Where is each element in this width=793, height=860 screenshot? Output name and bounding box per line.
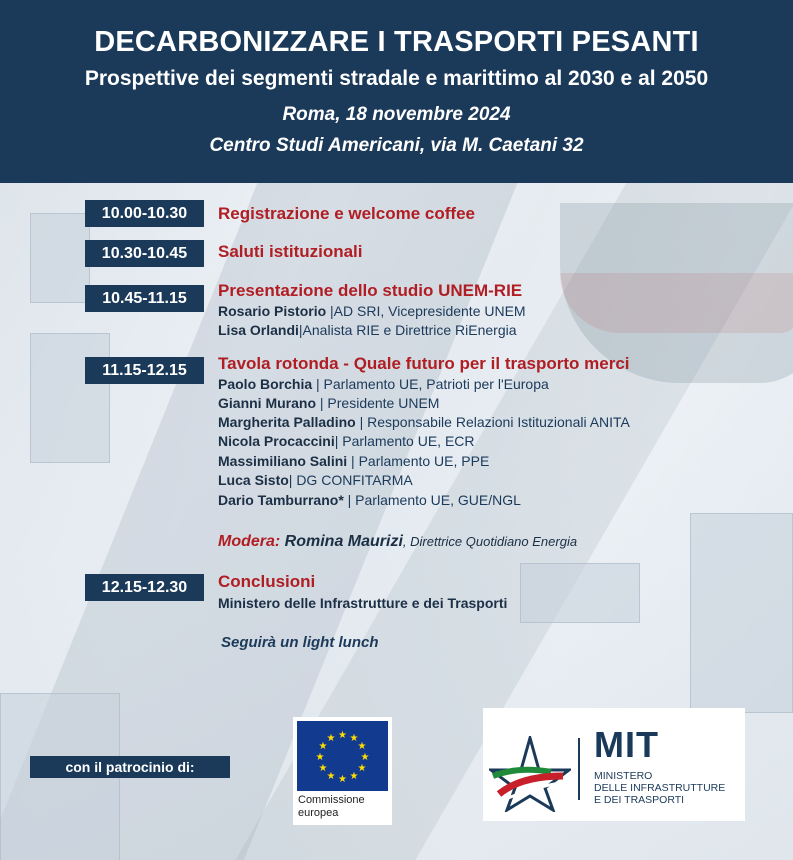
svg-text:★: ★ — [318, 741, 328, 752]
speaker-role: | Presidente UNEM — [316, 395, 440, 411]
european-commission-logo — [293, 717, 392, 825]
mit-star-icon — [489, 736, 571, 812]
svg-text:★: ★ — [349, 771, 359, 782]
speaker-role: | Parlamento UE, ECR — [334, 433, 475, 449]
speaker-line — [218, 453, 489, 469]
speaker-name: Luca Sisto — [218, 472, 289, 488]
time-slot-5: 12.15-12.30 — [85, 574, 204, 601]
agenda-item-title: Presentazione dello studio UNEM-RIE — [218, 281, 523, 300]
mit-name-line: DELLE INFRASTRUTTURE — [594, 782, 726, 794]
truck-graphic — [520, 563, 640, 623]
mit-separator — [578, 738, 580, 800]
agenda-item-title: Conclusioni — [218, 572, 316, 591]
speaker-line — [218, 376, 549, 392]
ec-logo-text-line: Commissione — [298, 794, 365, 806]
mit-acronym: MIT — [594, 724, 659, 765]
svg-text:★: ★ — [315, 752, 325, 763]
agenda-item-title: Registrazione e welcome coffee — [218, 204, 475, 223]
svg-text:★: ★ — [326, 733, 336, 744]
ec-logo-text — [298, 794, 365, 820]
speaker-role: | Responsabile Relazioni Istituzionali ANITA — [355, 414, 630, 430]
moderator-name: Romina Maurizi — [280, 533, 403, 550]
speaker-name: Nicola Procaccini — [218, 433, 335, 449]
speaker-role: |AD SRI, Vicepresidente UNEM — [326, 303, 526, 319]
speaker-role: | Parlamento UE, GUE/NGL — [343, 492, 521, 508]
moderator-label: Modera: — [218, 533, 281, 550]
time-slot-2: 10.30-10.45 — [85, 240, 204, 267]
speaker-name: Lisa Orlandi — [218, 322, 299, 338]
speaker-name: Dario Tamburrano* — [218, 492, 344, 508]
svg-text:★: ★ — [338, 730, 347, 741]
agenda-item-title: Tavola rotonda - Quale futuro per il trasporto merci — [218, 354, 630, 373]
ship-hull-graphic — [560, 273, 793, 333]
speaker-line — [218, 472, 413, 488]
speaker-role: | Parlamento UE, PPE — [347, 453, 490, 469]
conclusions-speaker: Ministero delle Infrastrutture e dei Trasporti — [218, 595, 508, 611]
time-slot-4: 11.15-12.15 — [85, 357, 204, 384]
speaker-role: | Parlamento UE, Patrioti per l'Europa — [312, 376, 549, 392]
event-title: DECARBONIZZARE I TRASPORTI PESANTI — [94, 26, 699, 58]
speaker-line — [218, 414, 630, 430]
svg-text:★: ★ — [357, 763, 367, 774]
time-slot-3: 10.45-11.15 — [85, 285, 204, 312]
mit-full-name — [594, 770, 725, 806]
mit-logo — [483, 708, 745, 821]
truck-graphic — [30, 333, 110, 463]
truck-graphic — [690, 513, 793, 713]
agenda-item-title: Saluti istituzionali — [218, 242, 363, 261]
event-header — [0, 0, 793, 183]
speaker-line — [218, 492, 521, 508]
speaker-name: Massimiliano Salini — [218, 453, 348, 469]
svg-text:★: ★ — [338, 774, 347, 785]
speaker-role: |Analista RIE e Direttrice RiEnergia — [298, 322, 517, 338]
event-venue: Centro Studi Americani, via M. Caetani 32 — [209, 135, 584, 156]
moderator-line — [218, 533, 577, 551]
speaker-line — [218, 322, 517, 338]
svg-text:★: ★ — [357, 741, 367, 752]
speaker-name: Gianni Murano — [218, 395, 316, 411]
moderator-role: , Direttrice Quotidiano Energia — [402, 534, 578, 549]
event-date: Roma, 18 novembre 2024 — [282, 104, 511, 125]
speaker-line — [218, 303, 526, 319]
event-subtitle: Prospettive dei segmenti stradale e marittimo al 2030 e al 2050 — [84, 67, 709, 90]
svg-text:★: ★ — [318, 763, 328, 774]
truck-graphic — [30, 213, 90, 303]
ec-logo-text-line: europea — [298, 807, 339, 819]
speaker-role: | DG CONFITARMA — [288, 472, 413, 488]
speaker-name: Margherita Palladino — [218, 414, 356, 430]
svg-text:★: ★ — [349, 733, 359, 744]
mit-name-line: MINISTERO — [594, 770, 653, 782]
lunch-note: Seguirà un light lunch — [221, 634, 379, 651]
patronage-label: con il patrocinio di: — [30, 756, 230, 778]
speaker-line — [218, 433, 475, 449]
time-slot-1: 10.00-10.30 — [85, 200, 204, 227]
speaker-name: Paolo Borchia — [218, 376, 313, 392]
speaker-line — [218, 395, 439, 411]
mit-name-line: E DEI TRASPORTI — [594, 794, 685, 806]
eu-flag-icon — [297, 721, 388, 791]
speaker-name: Rosario Pistorio — [218, 303, 327, 319]
svg-text:★: ★ — [326, 771, 336, 782]
svg-text:★: ★ — [360, 752, 370, 763]
